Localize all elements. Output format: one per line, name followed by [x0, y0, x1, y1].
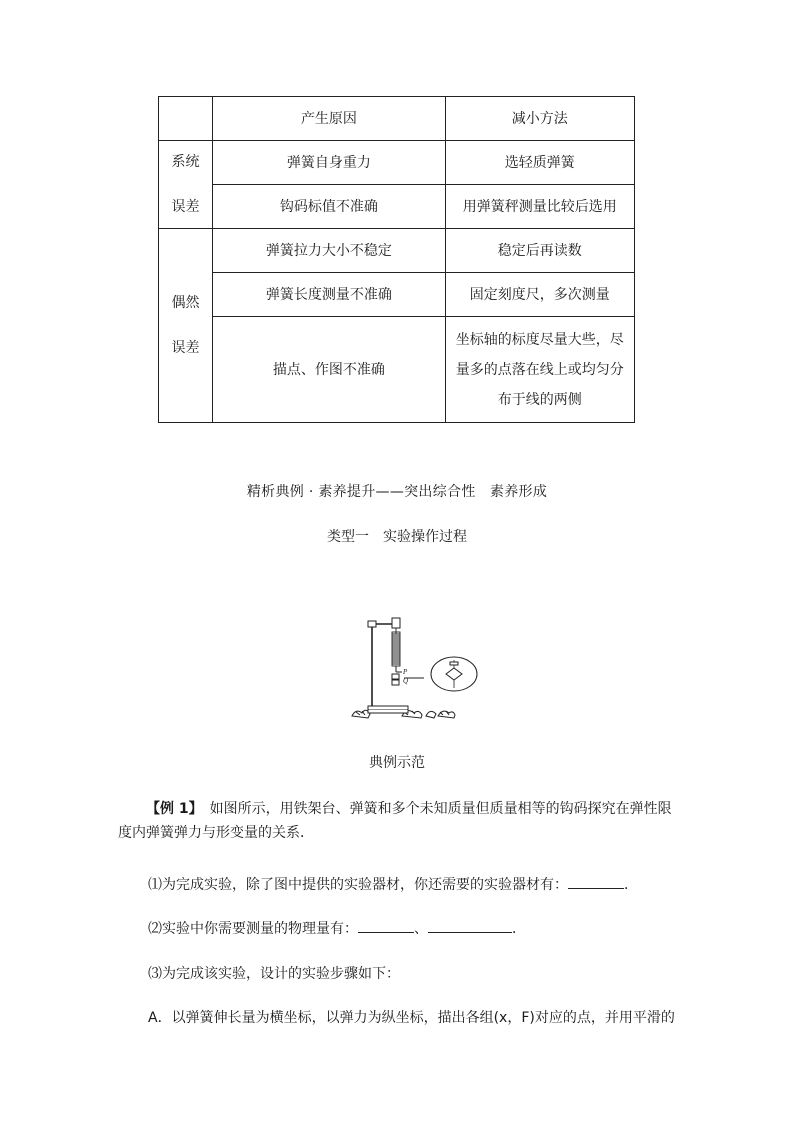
method-cell: 固定刻度尺，多次测量	[445, 273, 634, 317]
example-paragraph	[118, 797, 678, 845]
error-analysis-table	[158, 96, 635, 423]
table-header-row	[159, 97, 635, 141]
question-1-end: ．	[624, 877, 638, 893]
example-text: 如图所示，用铁架台、弹簧和多个未知质量但质量相等的钩码探究在弹性限度内弹簧弹力与形变量的关系．	[118, 801, 672, 841]
label-p: P	[403, 668, 408, 676]
header-empty-cell	[159, 97, 213, 141]
cause-cell: 弹簧自身重力	[213, 141, 445, 185]
cause-cell: 描点、作图不准确	[213, 317, 445, 423]
figure-caption: 典例示范	[369, 755, 425, 771]
method-line: 量多的点落在线上或均匀分	[455, 361, 624, 378]
method-cell: 用弹簧秤测量比较后选用	[445, 185, 634, 229]
spring-apparatus-figure	[342, 612, 478, 724]
magnifier-detail-icon	[431, 657, 477, 691]
question-2-text: ⑵实验中你需要测量的物理量有：	[148, 921, 358, 937]
step-a: A．以弹簧伸长量为横坐标，以弹力为纵坐标，描出各组(x，F)对应的点，并用平滑的	[148, 1010, 675, 1026]
question-3: ⑶为完成该实验，设计的实验步骤如下：	[148, 966, 400, 982]
question-1	[148, 872, 638, 897]
category-line: 误差	[171, 198, 200, 215]
question-2-sep: 、	[414, 921, 428, 937]
type-heading: 类型一 实验操作过程	[327, 529, 467, 545]
method-cell: 稳定后再读数	[445, 229, 634, 273]
question-2-end: ．	[512, 921, 526, 937]
category-random-error	[159, 229, 213, 423]
question-2	[148, 916, 526, 941]
label-q: Q	[403, 677, 409, 685]
category-line: 系统	[171, 153, 200, 170]
table-row	[159, 229, 635, 273]
cause-cell: 弹簧长度测量不准确	[213, 273, 445, 317]
method-cell: 选轻质弹簧	[445, 141, 634, 185]
table-row	[159, 273, 635, 317]
cause-cell: 钩码标值不准确	[213, 185, 445, 229]
weights-icon	[392, 674, 399, 685]
table-row	[159, 141, 635, 185]
answer-blank[interactable]	[568, 872, 624, 889]
answer-blank[interactable]	[428, 916, 512, 933]
header-cause: 产生原因	[213, 97, 445, 141]
method-cell	[445, 317, 634, 423]
question-1-text: ⑴为完成实验，除了图中提供的实验器材，你还需要的实验器材有：	[148, 877, 568, 893]
answer-blank[interactable]	[358, 916, 414, 933]
method-line: 布于线的两侧	[497, 391, 582, 408]
category-line: 误差	[171, 339, 200, 356]
header-method: 减小方法	[445, 97, 634, 141]
cause-cell: 弹簧拉力大小不稳定	[213, 229, 445, 273]
method-line: 坐标轴的标度尽量大些，尽	[455, 331, 624, 348]
category-line: 偶然	[171, 294, 200, 311]
spring-icon	[392, 628, 400, 666]
example-tag: 【例 1】	[146, 801, 196, 817]
section-heading: 精析典例 · 素养提升——突出综合性 素养形成	[246, 484, 548, 500]
category-systematic-error	[159, 141, 213, 229]
table-row	[159, 317, 635, 423]
table-row	[159, 185, 635, 229]
